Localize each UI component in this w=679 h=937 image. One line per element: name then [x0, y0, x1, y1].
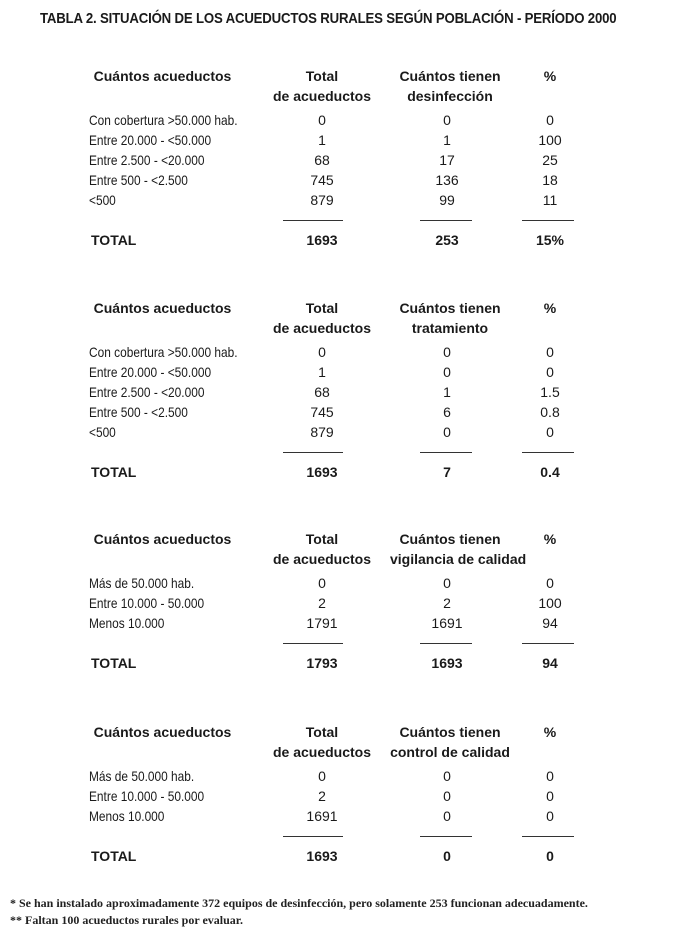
- row-count: 0: [443, 788, 451, 804]
- total-rule: [420, 836, 472, 837]
- total-count: 1693: [431, 655, 463, 671]
- row-count: 2: [443, 595, 451, 611]
- row-total: 745: [310, 404, 334, 420]
- total-rule: [522, 220, 574, 221]
- col-header-count: Cuántos tienen control de calidad: [390, 724, 510, 760]
- row-count: 0: [443, 364, 451, 380]
- total-value: 1693: [306, 232, 338, 248]
- total-value: 1693: [306, 464, 338, 480]
- col-header-name: Cuántos acueductos: [93, 300, 232, 316]
- row-total: 879: [310, 424, 334, 440]
- row-total: 68: [314, 384, 330, 400]
- row-total: 0: [318, 768, 326, 784]
- total-rule: [522, 643, 574, 644]
- total-rule: [522, 452, 574, 453]
- row-percent: 100: [538, 132, 562, 148]
- row-total: 745: [310, 172, 334, 188]
- row-count: 0: [443, 344, 451, 360]
- row-count: 1691: [431, 615, 463, 631]
- row-count: 0: [443, 424, 451, 440]
- row-count: 0: [443, 575, 451, 591]
- row-total: 0: [318, 575, 326, 591]
- row-percent: 0.8: [540, 404, 560, 420]
- total-count: 253: [435, 232, 459, 248]
- row-percent: 94: [542, 615, 558, 631]
- row-count: 6: [443, 404, 451, 420]
- col-header-percent: %: [543, 724, 557, 740]
- col-header-total: Total de acueductos: [272, 68, 372, 104]
- row-label: Entre 500 - <2.500: [89, 172, 188, 188]
- row-label: Entre 20.000 - <50.000: [89, 364, 212, 380]
- total-count: 7: [443, 464, 451, 480]
- row-count: 17: [439, 152, 455, 168]
- row-total: 1: [318, 132, 326, 148]
- row-count: 99: [439, 192, 455, 208]
- col-header-count: Cuántos tienen tratamiento: [399, 300, 501, 336]
- row-percent: 0: [546, 344, 554, 360]
- row-total: 0: [318, 344, 326, 360]
- row-label: Entre 500 - <2.500: [89, 404, 188, 420]
- row-count: 0: [443, 768, 451, 784]
- total-rule: [420, 220, 472, 221]
- row-total: 2: [318, 788, 326, 804]
- row-label: Más de 50.000 hab.: [89, 768, 195, 784]
- total-percent: 15%: [535, 232, 565, 248]
- row-total: 1: [318, 364, 326, 380]
- row-percent: 0: [546, 768, 554, 784]
- total-rule: [522, 836, 574, 837]
- footnote-pending: ** Faltan 100 acueductos rurales por evaluar.: [10, 913, 243, 927]
- row-label: Con cobertura >50.000 hab.: [89, 344, 238, 360]
- row-count: 0: [443, 112, 451, 128]
- col-header-name: Cuántos acueductos: [93, 724, 232, 740]
- col-header-name: Cuántos acueductos: [93, 68, 232, 84]
- total-rule: [283, 220, 343, 221]
- row-label: Menos 10.000: [89, 808, 165, 824]
- row-label: Entre 2.500 - <20.000: [89, 152, 205, 168]
- row-percent: 0: [546, 788, 554, 804]
- row-label: Menos 10.000: [89, 615, 165, 631]
- row-percent: 0: [546, 575, 554, 591]
- row-total: 68: [314, 152, 330, 168]
- col-header-percent: %: [543, 531, 557, 547]
- row-percent: 25: [542, 152, 558, 168]
- total-value: 1793: [306, 655, 338, 671]
- total-label: TOTAL: [91, 848, 137, 864]
- total-rule: [283, 836, 343, 837]
- row-total: 2: [318, 595, 326, 611]
- row-label: <500: [89, 424, 116, 440]
- row-count: 1: [443, 384, 451, 400]
- row-label: Entre 2.500 - <20.000: [89, 384, 205, 400]
- row-percent: 18: [542, 172, 558, 188]
- total-count: 0: [443, 848, 451, 864]
- row-percent: 1.5: [540, 384, 560, 400]
- col-header-percent: %: [543, 300, 557, 316]
- row-percent: 0: [546, 112, 554, 128]
- total-rule: [283, 452, 343, 453]
- total-rule: [283, 643, 343, 644]
- row-label: Entre 20.000 - <50.000: [89, 132, 212, 148]
- total-percent: 0.4: [540, 464, 560, 480]
- row-total: 0: [318, 112, 326, 128]
- col-header-total: Total de acueductos: [272, 300, 372, 336]
- row-label: Entre 10.000 - 50.000: [89, 595, 205, 611]
- col-header-total: Total de acueductos: [272, 724, 372, 760]
- row-count: 136: [435, 172, 459, 188]
- total-value: 1693: [306, 848, 338, 864]
- row-count: 1: [443, 132, 451, 148]
- row-label: Entre 10.000 - 50.000: [89, 788, 205, 804]
- col-header-name: Cuántos acueductos: [93, 531, 232, 547]
- footnote-disinfection: * Se han instalado aproximadamente 372 equipos de desinfección, pero solamente 253 funcionan adecuadamente.: [10, 896, 588, 910]
- row-percent: 100: [538, 595, 562, 611]
- row-count: 0: [443, 808, 451, 824]
- total-percent: 94: [542, 655, 558, 671]
- col-header-count: Cuántos tienen vigilancia de calidad: [390, 531, 527, 567]
- col-header-count: Cuántos tienen desinfección: [399, 68, 501, 104]
- row-label: Más de 50.000 hab.: [89, 575, 195, 591]
- total-label: TOTAL: [91, 232, 137, 248]
- total-percent: 0: [546, 848, 554, 864]
- col-header-percent: %: [543, 68, 557, 84]
- row-percent: 0: [546, 364, 554, 380]
- total-label: TOTAL: [91, 464, 137, 480]
- total-rule: [420, 643, 472, 644]
- table-title: TABLA 2. SITUACIÓN DE LOS ACUEDUCTOS RURALES SEGÚN POBLACIÓN - PERÍODO 2000: [40, 10, 617, 27]
- row-percent: 0: [546, 808, 554, 824]
- row-label: Con cobertura >50.000 hab.: [89, 112, 238, 128]
- col-header-total: Total de acueductos: [272, 531, 372, 567]
- total-label: TOTAL: [91, 655, 137, 671]
- row-total: 1691: [306, 808, 338, 824]
- row-percent: 11: [542, 192, 558, 208]
- row-label: <500: [89, 192, 116, 208]
- total-rule: [420, 452, 472, 453]
- row-percent: 0: [546, 424, 554, 440]
- row-total: 879: [310, 192, 334, 208]
- row-total: 1791: [306, 615, 338, 631]
